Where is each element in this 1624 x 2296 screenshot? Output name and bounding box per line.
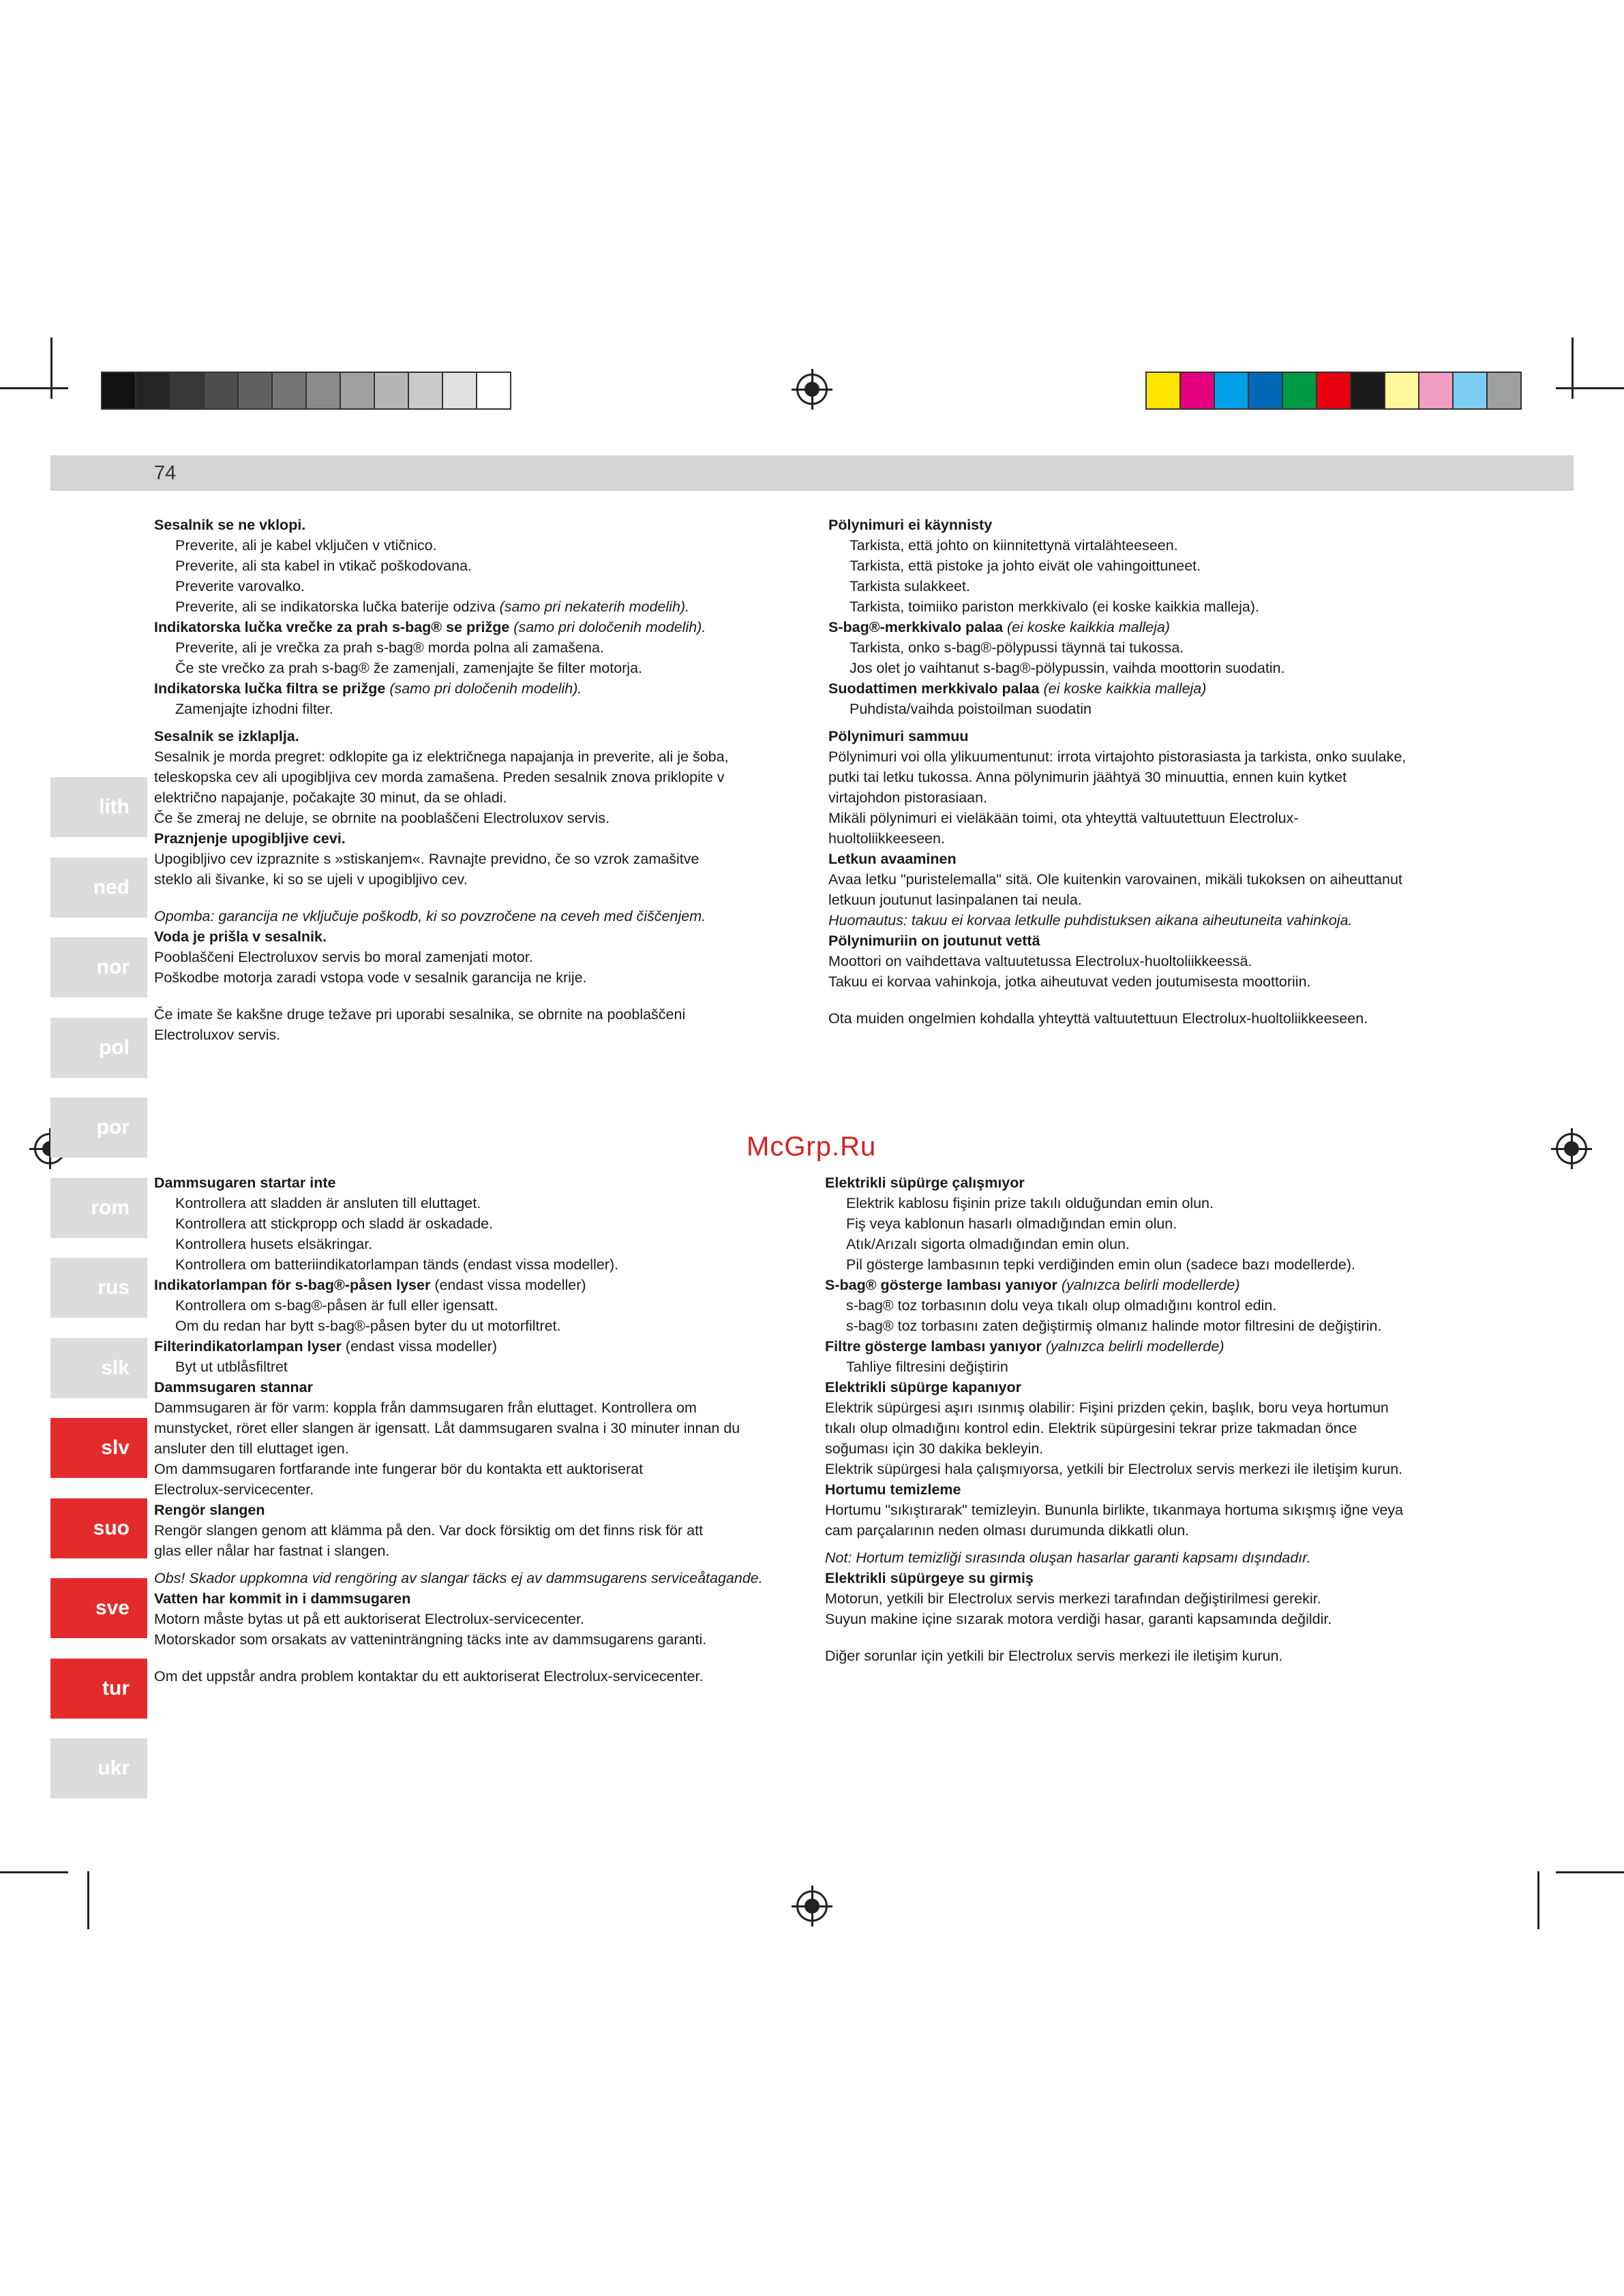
list-item: Če ste vrečko za prah s-bag® že zamenjali, zamenjajte še filter motorja.: [175, 660, 643, 676]
paragraph: letkuun joutunut lasinpalanen tai neula.: [828, 892, 1082, 908]
paragraph: cam parçalarının neden olması durumunda dikkatli olun.: [825, 1522, 1190, 1539]
paragraph: Om dammsugaren fortfarande inte fungerar bör du kontakta ett auktoriserat: [154, 1461, 644, 1477]
paragraph: Takuu ei korvaa vahinkoja, jotka aiheutuvat veden joutumisesta moottoriin.: [828, 973, 1311, 990]
list-item: Tarkista, että pistoke ja johto eivät ole vahingoittuneet.: [849, 558, 1201, 574]
color-swatch: [1488, 373, 1520, 408]
list-item: Tarkista sulakkeet.: [849, 578, 970, 594]
heading: Dammsugaren stannar: [154, 1379, 313, 1395]
heading: Elektrikli süpürgeye su girmiş: [825, 1570, 1034, 1586]
list-item: Kontrollera att sladden är ansluten till eluttaget.: [175, 1195, 481, 1211]
note: Not: Hortum temizliği sırasında oluşan hasarlar garanti kapsamı dışındadır.: [825, 1550, 1311, 1566]
paragraph: Če še zmeraj ne deluje, se obrnite na pooblaščeni Electroluxov servis.: [154, 810, 610, 826]
suo-section: [828, 515, 1510, 1029]
note: Opomba: garancija ne vključuje poškodb, ki so povzročene na ceveh med čiščenjem.: [154, 908, 706, 924]
heading: Suodattimen merkkivalo palaa (ei koske kaikkia malleja): [828, 680, 1207, 697]
language-tab-slv: slv: [50, 1418, 147, 1478]
color-swatch: [1385, 373, 1419, 408]
color-swatch: [1283, 373, 1317, 408]
heading: Indikatorlampan för s-bag®-påsen lyser (endast vissa modeller): [154, 1277, 586, 1293]
language-tab-pol: pol: [50, 1018, 147, 1078]
list-item: Preverite, ali je vrečka za prah s-bag® morda polna ali zamašena.: [175, 639, 604, 656]
paragraph: Avaa letku "puristelemalla" sitä. Ole kuitenkin varovainen, mikäli tukoksen on aiheuttanut: [828, 871, 1402, 888]
sve-section: [154, 1173, 809, 1687]
gray-swatch: [239, 373, 273, 408]
process-color-bar: [1145, 372, 1522, 410]
color-swatch: [1147, 373, 1181, 408]
list-item: Pil gösterge lambasının tepki verdiğinden emin olun (sadece bazı modellerde).: [846, 1256, 1355, 1273]
paragraph: Om det uppstår andra problem kontaktar du ett auktoriserat Electrolux-servicecenter.: [154, 1668, 704, 1685]
paragraph: virtajohdon pistorasiaan.: [828, 789, 988, 806]
gray-swatch: [273, 373, 307, 408]
gray-swatch: [205, 373, 239, 408]
paragraph: Motorskador som orsakats av vatteninträngning täcks inte av dammsugarens garanti.: [154, 1631, 707, 1648]
list-item: Kontrollera om batteriindikatorlampan tänds (endast vissa modeller).: [175, 1256, 619, 1273]
list-item: Kontrollera husets elsäkringar.: [175, 1236, 373, 1252]
heading: Elektrikli süpürge çalışmıyor: [825, 1175, 1025, 1191]
language-tab-rus: rus: [50, 1258, 147, 1318]
heading: Elektrikli süpürge kapanıyor: [825, 1379, 1021, 1395]
heading: Filterindikatorlampan lyser (endast vissa modeller): [154, 1338, 498, 1355]
list-item: Om du redan har bytt s-bag®-påsen byter du ut motorfiltret.: [175, 1318, 561, 1334]
gray-swatch: [375, 373, 409, 408]
paragraph: Rengör slangen genom att klämma på den. Var dock försiktig om det finns risk för att: [154, 1522, 704, 1539]
language-tab-lith: lith: [50, 777, 147, 837]
list-item: Preverite, ali sta kabel in vtikač poškodovana.: [175, 558, 472, 574]
heading: S-bag®-merkkivalo palaa (ei koske kaikkia malleja): [828, 619, 1170, 635]
list-item: Preverite, ali se indikatorska lučka baterije odziva (samo pri nekaterih modelih).: [175, 599, 690, 615]
language-tab-ned: ned: [50, 858, 147, 918]
heading: Sesalnik se ne vklopi.: [154, 517, 306, 533]
paragraph: soğuması için 30 dakika bekleyin.: [825, 1440, 1044, 1457]
color-swatch: [1181, 373, 1215, 408]
paragraph: putki tai letku tukossa. Anna pölynimurin jäähtyä 30 minuuttia, ennen kuin kytket: [828, 769, 1347, 785]
heading: Filtre gösterge lambası yanıyor (yalnızca belirli modellerde): [825, 1338, 1224, 1355]
crop-mark: [50, 337, 52, 399]
heading: Letkun avaaminen: [828, 851, 957, 867]
color-swatch: [1215, 373, 1249, 408]
list-item: Elektrik kablosu fişinin prize takılı olduğundan emin olun.: [846, 1195, 1214, 1211]
list-item: Atık/Arızalı sigorta olmadığından emin olun.: [846, 1236, 1130, 1252]
language-tab-suo: suo: [50, 1498, 147, 1558]
gray-swatch: [136, 373, 170, 408]
paragraph: steklo ali šivanke, ki so se ujeli v upogibljivo cev.: [154, 871, 468, 888]
paragraph: Ota muiden ongelmien kohdalla yhteyttä valtuutettuun Electrolux-huoltoliikkeeseen.: [828, 1010, 1368, 1027]
paragraph: ansluter den till eluttaget igen.: [154, 1440, 349, 1457]
heading: Indikatorska lučka filtra se prižge (samo pri določenih modelih).: [154, 680, 582, 697]
paragraph: Suyun makine içine sızarak motora verdiği hasar, garanti kapsamında değildir.: [825, 1611, 1332, 1627]
crop-mark: [87, 1871, 89, 1929]
crop-mark: [0, 1871, 68, 1873]
list-item: Jos olet jo vaihtanut s-bag®-pölypussin, vaihda moottorin suodatin.: [849, 660, 1285, 676]
crop-mark: [0, 387, 68, 389]
crop-mark: [1537, 1871, 1539, 1929]
paragraph: glas eller nålar har fastnat i slangen.: [154, 1543, 390, 1559]
list-item: s-bag® toz torbasının dolu veya tıkalı olup olmadığını kontrol edin.: [846, 1297, 1277, 1314]
gray-swatch: [341, 373, 375, 408]
crop-mark: [1572, 337, 1574, 399]
list-item: Preverite varovalko.: [175, 578, 305, 594]
paragraph: Electroluxov servis.: [154, 1027, 281, 1043]
color-swatch: [1249, 373, 1283, 408]
tur-section: [825, 1173, 1514, 1666]
language-tab-tur: tur: [50, 1659, 147, 1719]
list-item: Tarkista, että johto on kiinnitettynä virtalähteeseen.: [849, 537, 1178, 554]
paragraph: Pooblaščeni Electroluxov servis bo moral zamenjati motor.: [154, 949, 533, 965]
color-swatch: [1351, 373, 1385, 408]
gray-ramp-bar: [101, 372, 511, 410]
heading: Pölynimuri ei käynnisty: [828, 517, 993, 533]
language-tab-sve: sve: [50, 1578, 147, 1638]
list-item: Tarkista, onko s-bag®-pölypussi täynnä tai tukossa.: [849, 639, 1184, 656]
list-item: Puhdista/vaihda poistoilman suodatin: [849, 701, 1092, 717]
language-tab-slk: slk: [50, 1338, 147, 1398]
heading: Rengör slangen: [154, 1502, 265, 1518]
gray-swatch: [477, 373, 510, 408]
paragraph: Elektrik süpürgesi aşırı ısınmış olabilir: Fişini prizden çekin, başlık, boru veya hortumun: [825, 1400, 1389, 1416]
paragraph: Če imate še kakšne druge težave pri uporabi sesalnika, se obrnite na pooblaščeni: [154, 1006, 686, 1023]
color-swatch: [1317, 373, 1351, 408]
registration-mark-icon: [796, 374, 828, 405]
color-swatch: [1454, 373, 1488, 408]
heading: Pölynimuriin on joutunut vettä: [828, 933, 1040, 949]
heading: Indikatorska lučka vrečke za prah s-bag® se prižge (samo pri določenih modelih).: [154, 619, 706, 635]
paragraph: tıkalı olup olmadığını kontrol edin. Elektrik süpürgesini tekrar prize takmadan önce: [825, 1420, 1357, 1436]
language-tab-por: por: [50, 1098, 147, 1158]
heading: Vatten har kommit in i dammsugaren: [154, 1590, 411, 1607]
paragraph: Pölynimuri voi olla ylikuumentunut: irrota virtajohto pistorasiasta ja tarkista, onko suulake,: [828, 749, 1407, 765]
paragraph: Hortumu "sıkıştırarak" temizleyin. Bununla birlikte, tıkanmaya hortuma sıkışmış iğne veya: [825, 1502, 1404, 1518]
paragraph: teleskopska cev ali upogibljiva cev morda zamašena. Preden sesalnik znova priklopite v: [154, 769, 725, 785]
heading: Dammsugaren startar inte: [154, 1175, 336, 1191]
paragraph: Dammsugaren är för varm: koppla från dammsugaren från eluttaget. Kontrollera om: [154, 1400, 697, 1416]
paragraph: Mikäli pölynimuri ei vieläkään toimi, ota yhteyttä valtuutettuun Electrolux-: [828, 810, 1299, 826]
paragraph: električno napajanje, počakajte 30 minut, da se ohladi.: [154, 789, 507, 806]
list-item: s-bag® toz torbasını zaten değiştirmiş olmanız halinde motor filtresini de değiştirin.: [846, 1318, 1382, 1334]
paragraph: huoltoliikkeeseen.: [828, 830, 945, 847]
language-tab-ukr: ukr: [50, 1738, 147, 1798]
paragraph: Motorn måste bytas ut på ett auktoriserat Electrolux-servicecenter.: [154, 1611, 584, 1627]
paragraph: munstycket, röret eller slangen är igensatt. Låt dammsugaren svalna i 30 minuter innan du: [154, 1420, 740, 1436]
gray-swatch: [409, 373, 443, 408]
paragraph: Sesalnik je morda pregret: odklopite ga iz električnega napajanja in preverite, ali je šoba,: [154, 749, 729, 765]
note: Huomautus: takuu ei korvaa letkulle puhdistuksen aikana aiheutuneita vahinkoja.: [828, 912, 1353, 928]
list-item: Tarkista, toimiiko pariston merkkivalo (ei koske kaikkia malleja).: [849, 599, 1259, 615]
registration-mark-icon: [1556, 1133, 1587, 1164]
paragraph: Poškodbe motorja zaradi vstopa vode v sesalnik garancija ne krije.: [154, 969, 587, 986]
paragraph: Diğer sorunlar için yetkili bir Electrolux servis merkezi ile iletişim kurun.: [825, 1648, 1283, 1664]
heading: Voda je prišla v sesalnik.: [154, 928, 327, 945]
color-swatch: [1419, 373, 1454, 408]
gray-swatch: [170, 373, 205, 408]
list-item: Fiş veya kablonun hasarlı olmadığından emin olun.: [846, 1215, 1177, 1232]
paragraph: Electrolux-servicecenter.: [154, 1481, 314, 1498]
gray-swatch: [307, 373, 341, 408]
header-band: [50, 455, 1574, 491]
note: Obs! Skador uppkomna vid rengöring av slangar täcks ej av dammsugarens serviceåtagande.: [154, 1570, 763, 1586]
language-tab-nor: nor: [50, 937, 147, 997]
registration-mark-icon: [796, 1890, 828, 1922]
list-item: Preverite, ali je kabel vključen v vtičnico.: [175, 537, 437, 554]
list-item: Byt ut utblåsfiltret: [175, 1359, 288, 1375]
slv-section: [154, 515, 802, 1045]
heading: S-bag® gösterge lambası yanıyor (yalnızca belirli modellerde): [825, 1277, 1240, 1293]
paragraph: Elektrik süpürgesi hala çalışmıyorsa, yetkili bir Electrolux servis merkezi ile iletişim kurun.: [825, 1461, 1403, 1477]
paragraph: Upogibljivo cev izpraznite s »stiskanjem«. Ravnajte previdno, če so vzrok zamašitve: [154, 851, 700, 867]
page-number: 74: [154, 462, 177, 484]
list-item: Zamenjajte izhodni filter.: [175, 701, 333, 717]
crop-mark: [1556, 1871, 1624, 1873]
heading: Pölynimuri sammuu: [828, 728, 969, 744]
gray-swatch: [102, 373, 136, 408]
heading: Praznjenje upogibljive cevi.: [154, 830, 346, 847]
watermark: McGrp.Ru: [747, 1132, 877, 1162]
crop-mark: [1556, 387, 1624, 389]
paragraph: Motorun, yetkili bir Electrolux servis merkezi tarafından değiştirilmesi gerekir.: [825, 1590, 1321, 1607]
paragraph: Moottori on vaihdettava valtuutetussa Electrolux-huoltoliikkeessä.: [828, 953, 1252, 969]
list-item: Kontrollera att stickpropp och sladd är oskadade.: [175, 1215, 494, 1232]
list-item: Kontrollera om s-bag®-påsen är full eller igensatt.: [175, 1297, 498, 1314]
list-item: Tahliye filtresini değiştirin: [846, 1359, 1008, 1375]
heading: Hortumu temizleme: [825, 1481, 961, 1498]
language-tab-rom: rom: [50, 1178, 147, 1238]
gray-swatch: [443, 373, 477, 408]
heading: Sesalnik se izklaplja.: [154, 728, 299, 744]
